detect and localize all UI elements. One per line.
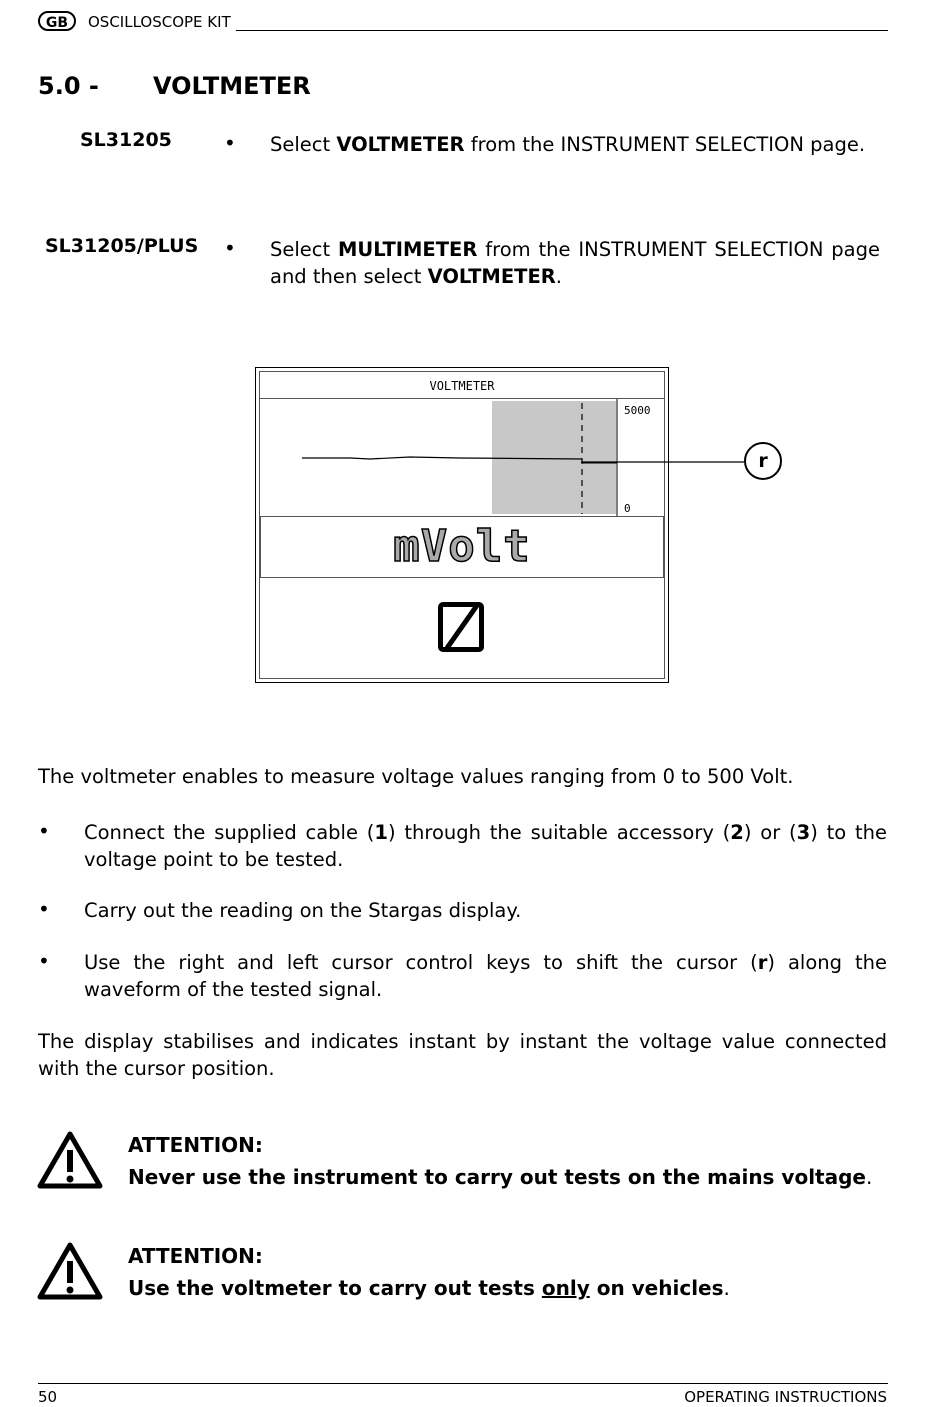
warning-triangle-icon: [37, 1130, 103, 1190]
bullet: •: [38, 897, 50, 921]
screen-title: VOLTMETER: [260, 372, 664, 399]
warning-triangle-icon: [37, 1241, 103, 1301]
step-item: Use the right and left cursor control keys to shift the cursor (r) along the waveform of the tested signal.: [84, 951, 887, 1001]
cursor-callout: r: [744, 442, 782, 480]
bullet: •: [224, 131, 236, 155]
bullet: •: [224, 236, 236, 260]
footer-rule: [38, 1383, 888, 1384]
model-instruction: Select VOLTMETER from the INSTRUMENT SELECTION page.: [270, 133, 866, 156]
callout-leader: [0, 0, 950, 700]
scale-min: 0: [624, 502, 631, 515]
section-number: 5.0 -: [38, 72, 99, 100]
model-instruction: Select MULTIMETER from the INSTRUMENT SELECTION page and then select VOLTMETER.: [270, 238, 881, 288]
step-item: Connect the supplied cable (1) through the suitable accessory (2) or (3) to the voltage point to be tested.: [84, 821, 887, 871]
bullet: •: [38, 819, 50, 843]
section-title: VOLTMETER: [153, 72, 311, 100]
language-badge: GB: [38, 11, 76, 31]
intro-text: The voltmeter enables to measure voltage values ranging from 0 to 500 Volt.: [38, 765, 794, 788]
unit-label: mVolt: [393, 521, 531, 572]
scale-max: 5000: [624, 404, 651, 417]
model-label: SL31205: [80, 129, 172, 151]
warning-text: Use the voltmeter to carry out tests only on vehicles.: [128, 1276, 730, 1300]
warning-heading: ATTENTION:: [128, 1244, 263, 1268]
page-number: 50: [38, 1388, 58, 1406]
footer-label: OPERATING INSTRUCTIONS: [684, 1388, 887, 1406]
bullet: •: [38, 949, 50, 973]
header-title: OSCILLOSCOPE KIT: [88, 13, 231, 31]
closing-text: The display stabilises and indicates instant by instant the voltage value connected with the cursor position.: [38, 1030, 887, 1080]
warning-heading: ATTENTION:: [128, 1133, 263, 1157]
model-label: SL31205/PLUS: [45, 235, 199, 257]
step-item: Carry out the reading on the Stargas display.: [84, 899, 522, 922]
warning-text: Never use the instrument to carry out tests on the mains voltage.: [128, 1165, 873, 1189]
